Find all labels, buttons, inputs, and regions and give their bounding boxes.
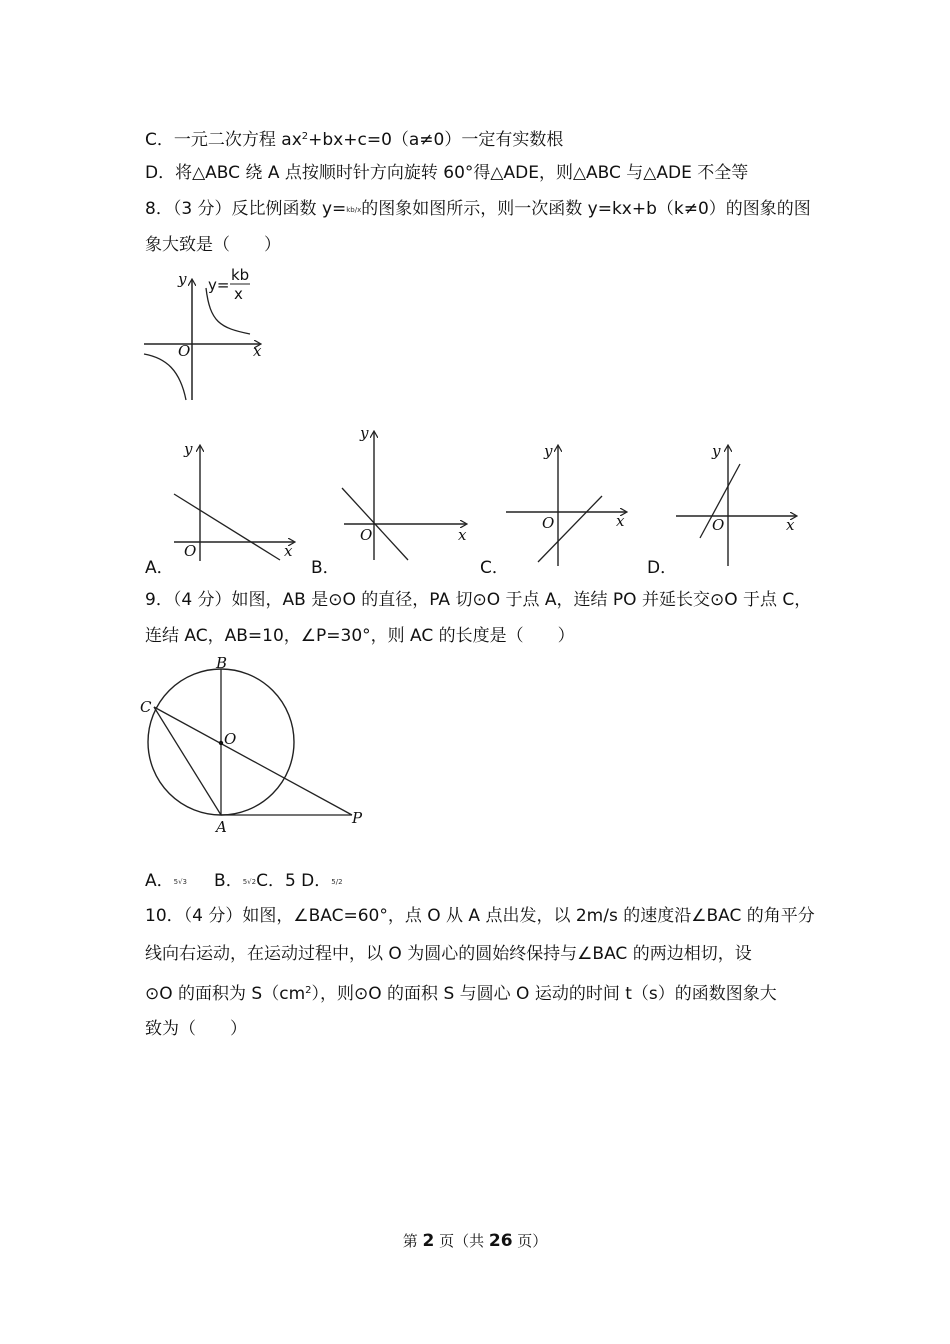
opt-a-origin: O: [184, 542, 197, 560]
page-footer: [0, 1230, 950, 1251]
q8-frac-num: kb: [231, 266, 250, 284]
footer-mid: 页（共: [434, 1232, 489, 1250]
q8-post: 的图象如图所示，则一次函数 y=kx+b（k≠0）的图象的图: [361, 199, 811, 219]
opt-a-x-label: x: [284, 542, 293, 560]
opt-d-y-label: y: [712, 442, 721, 460]
q9-option-b[interactable]: B．: [214, 871, 243, 891]
option-d-text: D．将△ABC 绕 A 点按顺时针方向旋转 60°得△ADE，则△ABC 与△ADE 不全等: [145, 163, 749, 183]
opt-b-x-label: x: [458, 526, 467, 544]
question-10-line1: 10．（4 分）如图，∠BAC=60°，点 O 从 A 点出发，以 2m/s 的速度沿∠BAC 的角平分: [145, 906, 815, 926]
q9-center-dot: [219, 741, 223, 745]
option-c-text: [145, 126, 563, 151]
question-9-line2: 连结 AC，AB=10，∠P=30°，则 AC 的长度是（ ）: [145, 626, 575, 646]
q8-hyperbola-figure: [140, 262, 270, 404]
q9-option-d-value: 5/2: [331, 878, 343, 886]
question-8-line1: [145, 198, 811, 221]
question-9-line1: 9．（4 分）如图，AB 是⊙O 的直径，PA 切⊙O 于点 A，连结 PO 并延长交⊙O 于点 C，: [145, 590, 812, 610]
q9-option-cd[interactable]: C．5 D．: [256, 871, 332, 891]
q8-hyperbola-branch-1: [206, 288, 250, 334]
q9-label-p: P: [352, 809, 363, 827]
option-c-sup: 2: [301, 131, 309, 142]
opt-b-origin: O: [360, 526, 373, 544]
q9-label-a: A: [216, 818, 227, 836]
question-10-line2: 线向右运动，在运动过程中，以 O 为圆心的圆始终保持与∠BAC 的两边相切，设: [145, 944, 752, 964]
q8-option-c-label[interactable]: C．: [480, 558, 509, 578]
q9-circle-figure: [136, 652, 376, 836]
opt-b-y-label: y: [360, 424, 369, 442]
opt-d-x-label: x: [786, 516, 795, 534]
q8-option-d-label[interactable]: D．: [647, 558, 678, 578]
q9-chord-ac: [154, 707, 221, 815]
opt-c-x-label: x: [616, 512, 625, 530]
footer-post: 页）: [512, 1232, 548, 1250]
option-c-post: +bx+c=0（a≠0）一定有实数根: [308, 130, 564, 150]
q8-frac-den: x: [234, 285, 243, 303]
footer-pre: 第: [402, 1232, 423, 1250]
q8-hyperbola-branch-2: [144, 354, 186, 400]
q9-line-pc: [154, 707, 352, 815]
question-10-line4: 致为（ ）: [145, 1019, 247, 1039]
q9-label-c: C: [140, 698, 152, 716]
footer-page-number: 2: [422, 1231, 435, 1251]
q8-pre: 8．（3 分）反比例函数 y=: [145, 199, 347, 219]
q10-line3-sup: 2: [305, 985, 312, 996]
opt-c-origin: O: [542, 514, 555, 532]
q8-fraction: kb/x: [346, 206, 362, 214]
option-c-pre: C．一元二次方程 ax: [145, 130, 302, 150]
q9-label-b: B: [216, 654, 228, 672]
question-8-line2: 象大致是（ ）: [145, 235, 281, 255]
q8-option-a-label[interactable]: A．: [145, 558, 174, 578]
q9-option-b-value: 5√2: [242, 878, 257, 886]
q9-label-o: O: [224, 730, 237, 748]
q8-func-label: y=: [208, 276, 230, 294]
opt-a-y-label: y: [184, 440, 193, 458]
q8-option-c-graph: [502, 440, 634, 570]
q8-y-label: y: [178, 270, 187, 288]
footer-total-pages: 26: [488, 1231, 513, 1251]
opt-c-y-label: y: [544, 442, 553, 460]
q8-option-a-graph: [168, 436, 298, 566]
q10-line3-post: ），则⊙O 的面积 S 与圆心 O 运动的时间 t（s）的函数图象大: [311, 984, 777, 1004]
q10-line3-pre: ⊙O 的面积为 S（cm: [145, 984, 306, 1004]
q9-option-a-value: 5√3: [173, 878, 188, 886]
opt-d-origin: O: [712, 516, 725, 534]
q8-option-b-graph: [336, 422, 476, 562]
q8-option-d-graph: [672, 440, 804, 570]
q8-x-label: x: [253, 342, 262, 360]
q9-options-line: [145, 870, 343, 893]
q8-origin-label: O: [178, 342, 191, 360]
q9-option-a[interactable]: A．: [145, 871, 174, 891]
q8-option-b-label[interactable]: B．: [311, 558, 340, 578]
question-10-line3: [145, 980, 777, 1005]
